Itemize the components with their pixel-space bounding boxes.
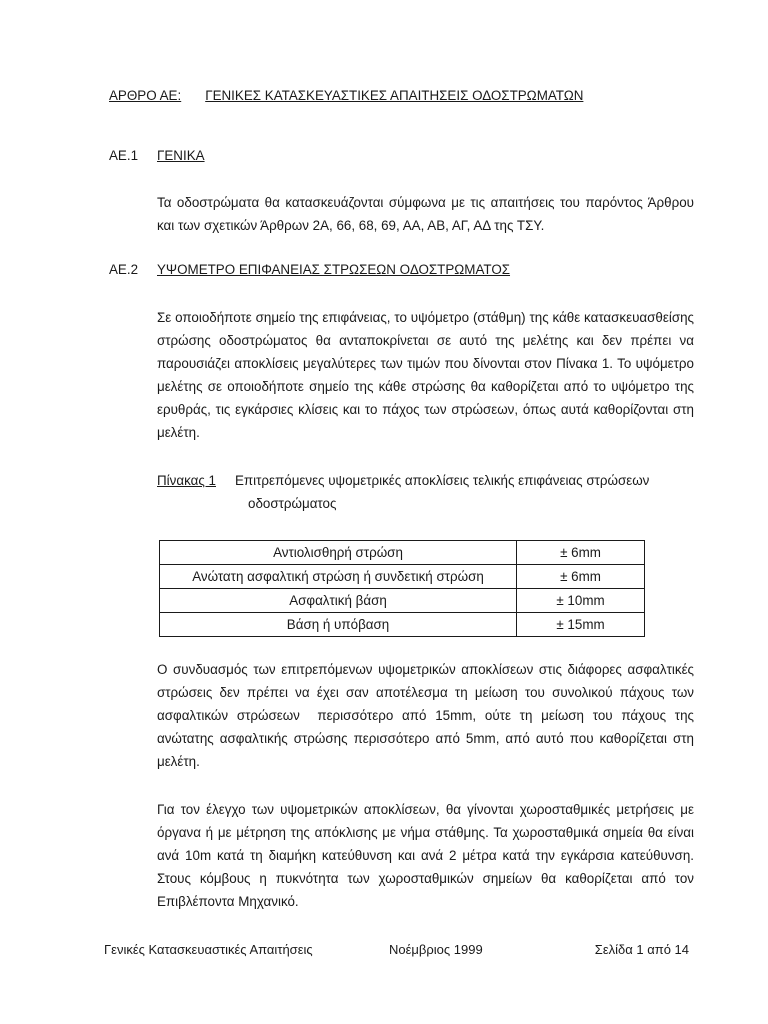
table-cell-layer: Αντιολισθηρή στρώση [160,541,517,565]
section2-paragraph-1: Σε οποιοδήποτε σημείο της επιφάνειας, το υψόμετρο (στάθμη) της κάθε κατασκευασθείσης στρώσης οδοστρώματος θα ανταποκρίνεται σε αυτό της μελέτης και δεν πρέπει να παρουσιάζει αποκλίσεις μεγαλύτερες των τιμών που δίνονται στον Πίνακα 1. Το υψόμετρο μελέτης σε οποιοδήποτε σημείο της κάθε στρώσης θα καθορίζεται από το υψόμετρο της ερυθράς, τις εγκάρσιες κλίσεις και το πάχος των στρώσεων, όπως αυτά καθορίζονται στη μελέτη. [157,310,694,440]
table-caption [157,470,649,516]
table-caption-label: Πίνακας 1 [157,473,216,488]
table-cell-layer: Ασφαλτική βάση [160,589,517,613]
table-row [160,565,645,589]
article-label: ΑΡΘΡΟ ΑΕ: [109,88,182,103]
footer-center: Νοέμβριος 1999 [389,942,483,957]
section1-paragraph: Τα οδοστρώματα θα κατασκευάζονται σύμφωνα με τις απαιτήσεις του παρόντος Άρθρου και των σχετικών Άρθρων 2Α, 66, 68, 69, ΑΑ, ΑΒ, ΑΓ, ΑΔ της ΤΣΥ. [157,195,694,233]
article-heading [109,88,583,103]
table-row [160,613,645,637]
table-cell-layer: Ανώτατη ασφαλτική στρώση ή συνδετική στρώση [160,565,517,589]
table-cell-tolerance: ± 15mm [517,613,645,637]
footer-left: Γενικές Κατασκευαστικές Απαιτήσεις [104,942,313,957]
table-cell-tolerance: ± 10mm [517,589,645,613]
section2-paragraph-3: Για τον έλεγχο των υψομετρικών αποκλίσεων, θα γίνονται χωροσταθμικές μετρήσεις με όργανα ή με μέτρηση της απόκλισης με νήμα στάθμης. Τα χωροσταθμικά σημεία θα είναι ανά 10m κατά τη διαμήκη κατεύθυνση και ανά 2 μέτρα κατά την εγκάρσια κατεύθυνση. Στους κόμβους η πυκνότητα των χωροσταθμικών σημείων θα καθορίζεται από τον Επιβλέποντα Μηχανικό. [157,802,694,909]
section1-title: ΓΕΝΙΚΑ [157,148,205,163]
section2-title: ΥΨΟΜΕΤΡΟ ΕΠΙΦΑΝΕΙΑΣ ΣΤΡΩΣΕΩΝ ΟΔΟΣΤΡΩΜΑΤΟΣ [157,262,511,277]
tolerance-table [159,540,645,637]
footer-right: Σελίδα 1 από 14 [594,942,689,957]
section1-number: ΑΕ.1 [109,148,139,163]
section1-heading [109,148,138,163]
table-cell-layer: Βάση ή υπόβαση [160,613,517,637]
table-caption-text-line1: Επιτρεπόμενες υψομετρικές αποκλίσεις τελικής επιφάνειας στρώσεων [234,473,650,488]
section2-paragraph-2: Ο συνδυασμός των επιτρεπόμενων υψομετρικών αποκλίσεων στις διάφορες ασφαλτικές στρώσεις δεν πρέπει να έχει σαν αποτέλεσμα τη μείωση του συνολικού πάχους των ασφαλτικών στρώσεων περισσότερο από 15mm, ούτε τη μείωση του πάχους της ανώτατης ασφαλτικής στρώσης περισσότερο από 5mm, από αυτό που καθορίζεται στη μελέτη. [157,662,698,769]
table-caption-text-line2: οδοστρώματος [248,495,337,511]
table-row [160,541,645,565]
article-title: ΓΕΝΙΚΕΣ ΚΑΤΑΣΚΕΥΑΣΤΙΚΕΣ ΑΠΑΙΤΗΣΕΙΣ ΟΔΟΣΤΡΩΜΑΤΩΝ [205,88,584,103]
table-cell-tolerance: ± 6mm [517,541,645,565]
table-row [160,589,645,613]
section2-number: ΑΕ.2 [109,262,139,277]
table-cell-tolerance: ± 6mm [517,565,645,589]
